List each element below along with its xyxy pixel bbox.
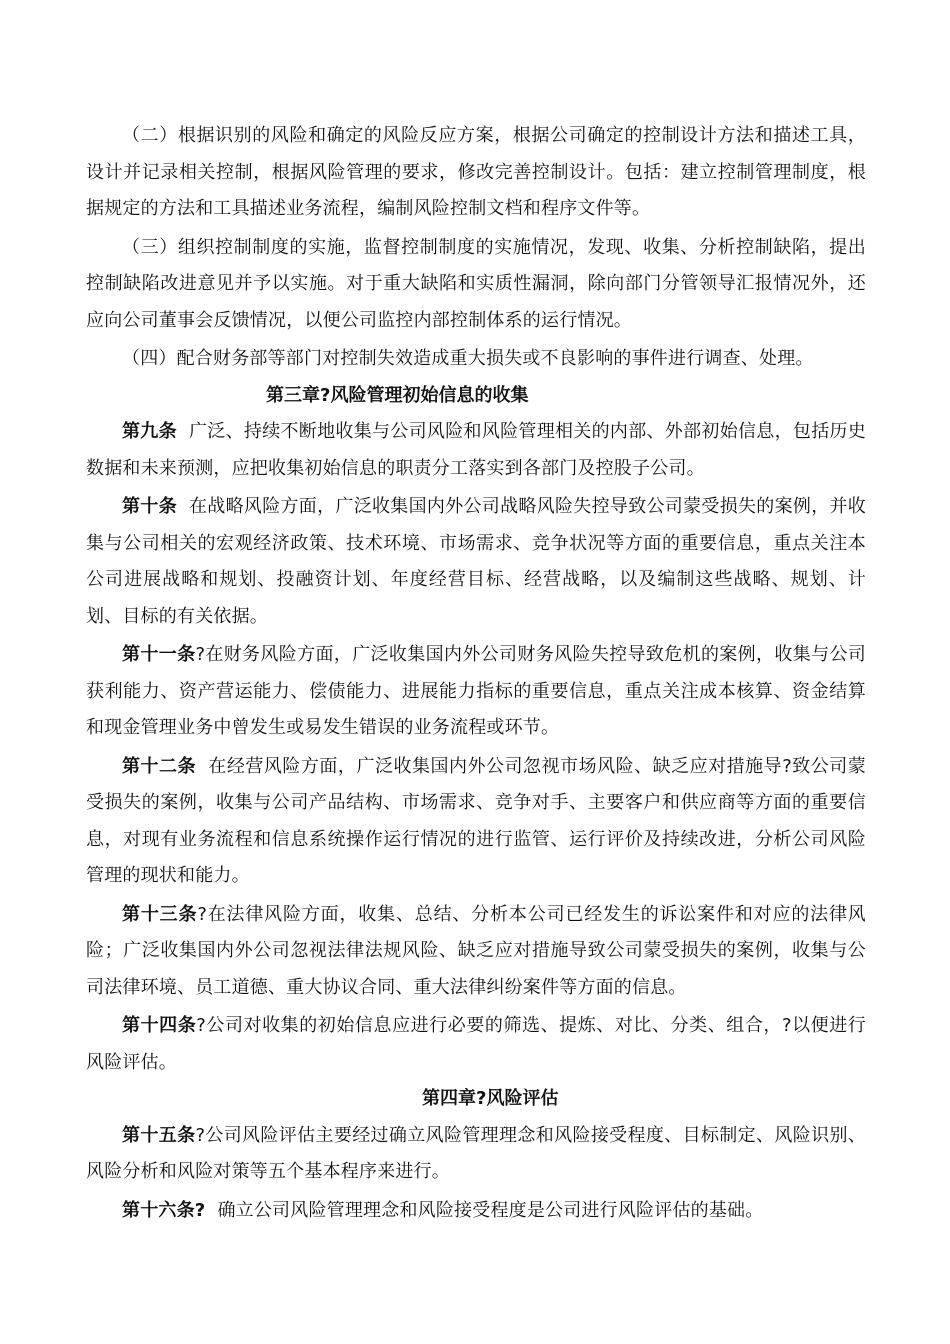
article-9: [86, 414, 866, 487]
article-16: [86, 1193, 866, 1230]
article-16-text: 确立公司风险管理理念和风险接受程度是公司进行风险评估的基础。: [217, 1199, 764, 1221]
article-12-text: 在经营风险方面，广泛收集国内外公司忽视市场风险、缺乏应对措施导?致公司蒙受损失的案例，收集与公司产品结构、市场需求、竞争对手、主要客户和供应商等方面的重要信息，对现有业务流程和信息系统操作运行情况的进行监管、运行评价及持续改进，分析公司风险管理的现状和能力。: [86, 755, 866, 886]
article-15-text: ?公司风险评估主要经过确立风险管理理念和风险接受程度、目标制定、风险识别、风险分析和风险对策等五个基本程序来进行。: [86, 1124, 866, 1182]
article-13-label: 第十三条: [122, 903, 198, 925]
article-11-text: ?在财务风险方面，广泛收集国内外公司财务风险失控导致危机的案例，收集与公司获利能力、资产营运能力、偿债能力、进展能力指标的重要信息，重点关注成本核算、资金结算和现金管理业务中曾发生或易发生错误的业务流程或环节。: [86, 644, 866, 738]
article-9-label: 第九条: [122, 421, 177, 442]
article-14-text: ?公司对收集的初始信息应进行必要的筛选、提炼、对比、分类、组合，?以便进行风险评估。: [86, 1015, 866, 1073]
article-10-label: 第十条: [122, 496, 177, 517]
article-11: [86, 637, 866, 747]
article-11-label: 第十一条: [122, 644, 196, 665]
article-12-label: 第十二条: [122, 755, 197, 777]
article-12: [86, 749, 866, 895]
article-13: [86, 897, 866, 1007]
article-15: [86, 1118, 866, 1191]
article-9-text: 广泛、持续不断地收集与公司风险和风险管理相关的内部、外部初始信息，包括历史数据和未来预测，应把收集初始信息的职责分工落实到各部门及控股子公司。: [86, 421, 866, 479]
paragraph-3: （三）组织控制制度的实施，监督控制制度的实施情况，发现、收集、分析控制缺陷，提出控制缺陷改进意见并予以实施。对于重大缺陷和实质性漏洞，除向部门分管领导汇报情况外，还应向公司董事会反馈情况，以便公司监控内部控制体系的运行情况。: [86, 236, 866, 331]
paragraph-2: （二）根据识别的风险和确定的风险反应方案，根据公司确定的控制设计方法和描述工具，设计并记录相关控制，根据风险管理的要求，修改完善控制设计。包括：建立控制管理制度，根据规定的方法和工具描述业务流程，编制风险控制文档和程序文件等。: [86, 125, 866, 219]
article-15-label: 第十五条: [122, 1124, 196, 1146]
article-13-text: ?在法律风险方面，收集、总结、分析本公司已经发生的诉讼案件和对应的法律风险；广泛收集国内外公司忽视法律法规风险、缺乏应对措施导致公司蒙受损失的案例，收集与公司法律环境、员工道德、重大协议合同、重大法律纠纷案件等方面的信息。: [86, 903, 866, 998]
article-14: [86, 1008, 866, 1081]
document-page: [86, 118, 866, 1229]
article-10-text: 在战略风险方面，广泛收集国内外公司战略风险失控导致公司蒙受损失的案例，并收集与公司相关的宏观经济政策、技术环境、市场需求、竞争状况等方面的重要信息，重点关注本公司进展战略和规划、投融资计划、年度经营目标、经营战略，以及编制这些战略、规划、计划、目标的有关依据。: [86, 496, 866, 627]
article-14-label: 第十四条: [122, 1015, 197, 1036]
article-16-label: 第十六条?: [122, 1199, 206, 1221]
chapter-3-title: 第三章?风险管理初始信息的收集: [266, 384, 529, 406]
article-10: [86, 489, 866, 635]
chapter-4-title: 第四章?风险评估: [422, 1088, 559, 1109]
paragraph-4: （四）配合财务部等部门对控制失效造成重大损失或不良影响的事件进行调查、处理。: [122, 348, 814, 369]
